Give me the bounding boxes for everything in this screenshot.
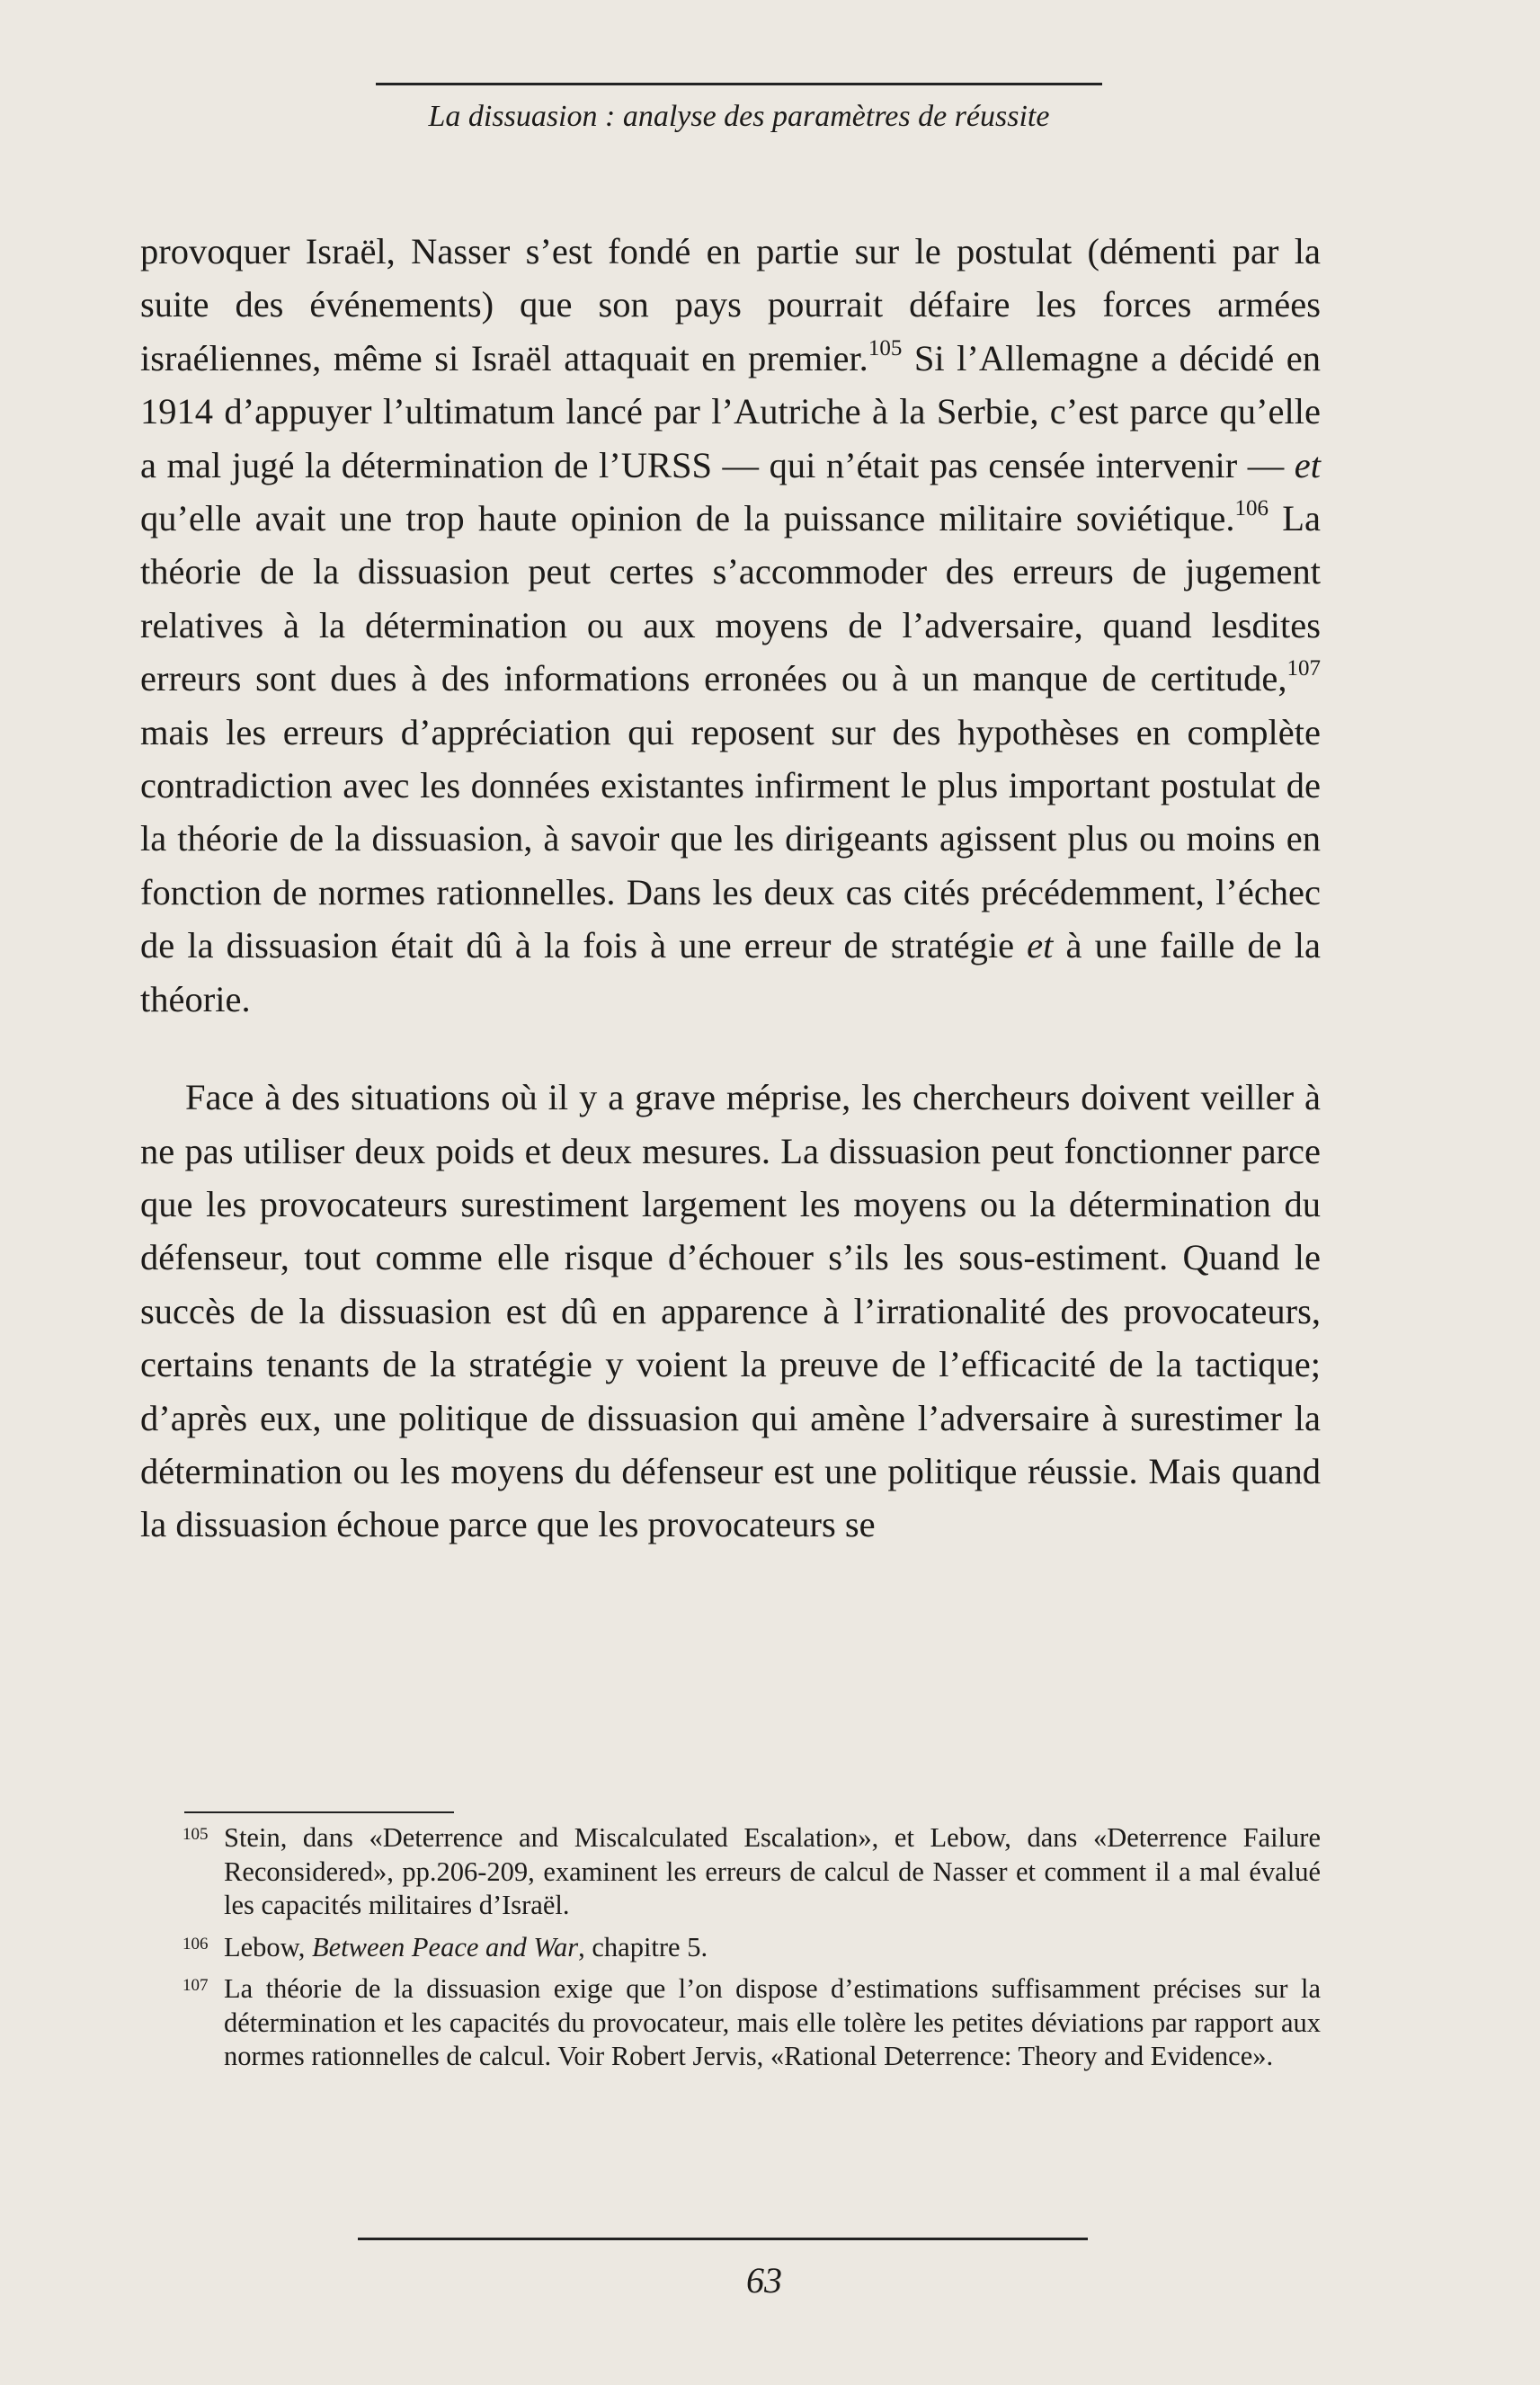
footnote-106 bbox=[182, 1931, 1321, 1965]
footnote-number: 105 bbox=[182, 1825, 209, 1844]
footnotes bbox=[182, 1821, 1321, 2082]
footer-rule bbox=[358, 2238, 1088, 2240]
footnote-text: La théorie de la dissuasion exige que l’on dispose d’estimations suffisamment précises sur la détermination et les capacités du provocateur, mais elle tolère les petites déviations par rapport aux normes rationnelles de calcul. Voir Robert Jervis, «Rational Deterrence: Theory and Evidence». bbox=[224, 1973, 1321, 2071]
footnote-ref[interactable]: 106 bbox=[1234, 496, 1269, 521]
footnote-rule bbox=[184, 1811, 454, 1813]
text-segment: provoquer Israël, Nasser s’est fondé en partie sur le postulat (démenti par la suite des événements) que son pays pourrait défaire les forces armées israéliennes, même si Israël attaquait en premier. bbox=[140, 231, 1321, 378]
footnote-107 bbox=[182, 1972, 1321, 2074]
text-segment: qu’elle avait une trop haute opinion de la puissance militaire soviétique. bbox=[140, 498, 1235, 539]
text-segment: à une faille de la théorie. bbox=[140, 925, 1321, 1019]
text-segment: La théorie de la dissuasion peut certes s’accommoder des erreurs de jugement relatives à la détermination ou aux moyens de l’adversaire, quand lesdites erreurs sont dues à des informations erronées ou à un manque de certitude, bbox=[140, 498, 1321, 699]
running-head: La dissuasion : analyse des paramètres de réussite bbox=[428, 100, 1050, 133]
footnote-text: , chapitre 5. bbox=[578, 1931, 708, 1962]
emphasis: et bbox=[1294, 444, 1321, 485]
page-number: 63 bbox=[746, 2260, 782, 2300]
emphasis: et bbox=[1027, 925, 1054, 966]
footnote-ref[interactable]: 107 bbox=[1286, 656, 1321, 681]
footnote-text: Stein, dans «Deterrence and Miscalculated Escalation», et Lebow, dans «Deterrence Failure Reconsidered», pp.206-209, examinent les erreurs de calcul de Nasser et comment il a mal évalué les capacités militaires d’Israël. bbox=[224, 1822, 1321, 1920]
footnote-number: 107 bbox=[182, 1976, 209, 1995]
footnote-book-title: Between Peace and War bbox=[311, 1931, 579, 1962]
text-segment: mais les erreurs d’appréciation qui reposent sur des hypothèses en complète contradiction avec les données existantes infirment le plus important postulat de la théorie de la dissuasion, à savoir que les dirigeants agissent plus ou moins en fonction de normes rationnelles. Dans les deux cas cités précédemment, l’échec de la dissuasion était dû à la fois à une erreur de stratégie bbox=[140, 711, 1321, 966]
footnote-ref[interactable]: 105 bbox=[868, 335, 903, 360]
footnote-text: Lebow, bbox=[224, 1931, 312, 1962]
text-segment: Si l’Allemagne a décidé en 1914 d’appuyer l’ultimatum lancé par l’Autriche à la Serbie, c’est parce qu’elle a mal jugé la détermination de l’URSS — qui n’était pas censée intervenir — bbox=[140, 337, 1321, 485]
body-text bbox=[140, 225, 1321, 1552]
footnote-105 bbox=[182, 1821, 1321, 1923]
footnote-number: 106 bbox=[182, 1934, 209, 1953]
paragraph-1 bbox=[140, 225, 1321, 1026]
paragraph-2: Face à des situations où il y a grave méprise, les chercheurs doivent veiller à ne pas utiliser deux poids et deux mesures. La dissuasion peut fonctionner parce que les provocateurs surestiment largement les moyens ou la détermination du défenseur, tout comme elle risque d’échouer s’ils les sous-estiment. Quand le succès de la dissuasion est dû en apparence à l’irrationalité des provocateurs, certains tenants de la stratégie y voient la preuve de l’efficacité de la tactique; d’après eux, une politique de dissuasion qui amène l’adversaire à surestimer la détermination ou les moyens du défenseur est une politique réussie. Mais quand la dissuasion échoue parce que les provocateurs se bbox=[140, 1077, 1321, 1545]
header-rule bbox=[376, 83, 1102, 85]
